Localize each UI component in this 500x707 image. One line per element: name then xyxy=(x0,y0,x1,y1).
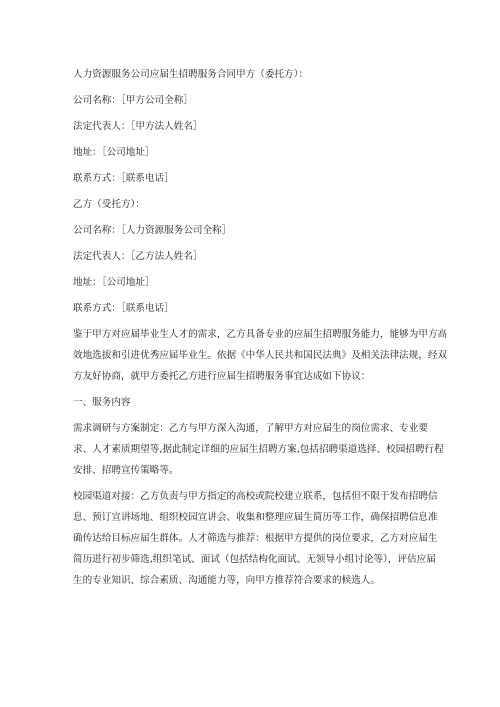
paragraph-line: 确传达给目标应届生群体。人才筛选与推荐：根据甲方提供的岗位要求，乙方对应届生 xyxy=(73,533,438,544)
paragraph-line: 安排、招聘宣传策略等。 xyxy=(73,465,179,476)
party-a-company-name: 公司名称：［甲方公司全称］ xyxy=(73,95,193,106)
paragraph-line: 简历进行初步筛选,组织笔试、面试（包括结构化面试、无领导小组讨论等），评估应届 xyxy=(73,554,436,565)
party-a-legal-rep: 法定代表人：［甲方法人姓名］ xyxy=(73,121,203,132)
party-a-address: 地址：［公司地址］ xyxy=(73,147,155,158)
party-b-contact: 联系方式：［联系电话］ xyxy=(73,303,174,314)
paragraph-line: 校园渠道对接：乙方负责与甲方指定的高校或院校建立联系，包括但不限于发布招聘信 xyxy=(73,491,438,502)
preamble-line: 效地选拔和引进优秀应届毕业生。依据《中华人民共和国民法典》及相关法律法规，经双 xyxy=(73,350,448,361)
section-1-paragraph-1 xyxy=(73,418,450,481)
section-1-paragraph-2 xyxy=(73,486,450,591)
paragraph-line: 生的专业知识、综合素质、沟通能力等，向甲方推荐符合要求的候选人。 xyxy=(73,575,380,586)
party-b-heading: 乙方（受托方）： xyxy=(73,199,145,210)
contract-title-line: 人力资源服务公司应届生招聘服务合同甲方（委托方）： xyxy=(73,69,309,80)
paragraph-line: 求、人才素质期望等,据此制定详细的应届生招聘方案,包括招聘渠道选择、校园招聘行程 xyxy=(73,444,444,455)
preamble-line: 方友好协商，就甲方委托乙方进行应届生招聘服务事宜达成如下协议： xyxy=(73,371,371,382)
paragraph-line: 需求调研与方案制定：乙方与甲方深入沟通，了解甲方对应届生的岗位需求、专业要 xyxy=(73,423,428,434)
party-a-contact: 联系方式：［联系电话］ xyxy=(73,173,174,184)
paragraph-line: 息、预订宣讲场地、组织校园宣讲会、收集和整理应届生简历等工作，确保招聘信息准 xyxy=(73,512,438,523)
section-1-heading: 一、服务内容 xyxy=(73,397,131,408)
party-b-legal-rep: 法定代表人：［乙方法人姓名］ xyxy=(73,251,203,262)
party-b-address: 地址：［公司地址］ xyxy=(73,277,155,288)
preamble-paragraph xyxy=(73,324,450,387)
party-b-company-name: 公司名称：［人力资源服务公司全称］ xyxy=(73,225,232,236)
preamble-line: 鉴于甲方对应届毕业生人才的需求，乙方具备专业的应届生招聘服务能力，能够为甲方高 xyxy=(73,329,448,340)
